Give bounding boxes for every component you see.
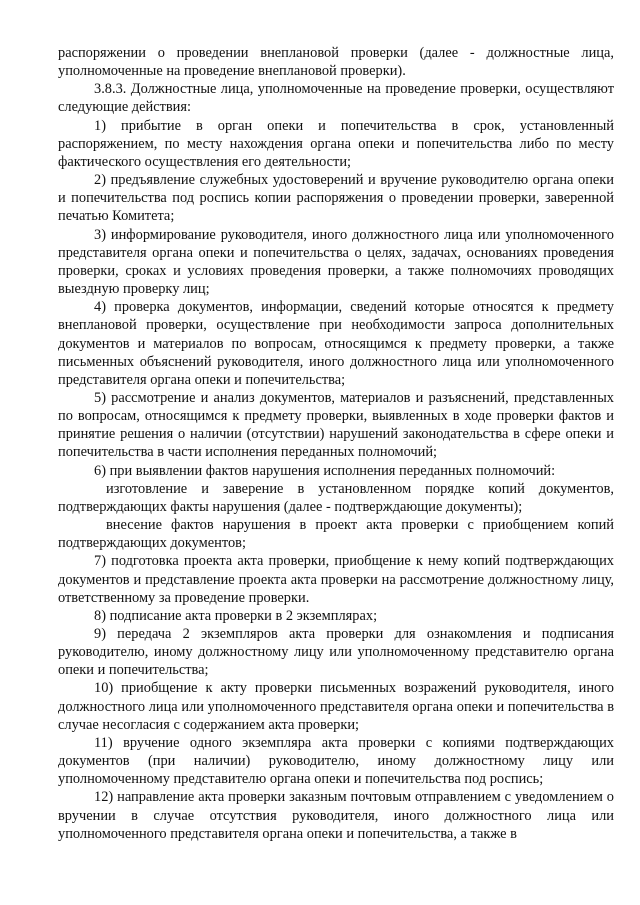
paragraph-item-5: 5) рассмотрение и анализ документов, материалов и разъяснений, представленных по вопросам, относящимся к предмету проверки, выявленных в ходе проверки фактов и принятие решения о наличии (отсутствии) нарушений законодательства в сфере опеки и попечительства в части исполнения переданных полномочий; (58, 389, 614, 461)
paragraph-item-7: 7) подготовка проекта акта проверки, приобщение к нему копий подтверждающих документов и представление проекта акта проверки на рассмотрение должностному лицу, ответственному за проведение проверки. (58, 553, 614, 606)
paragraph-item-12: 12) направление акта проверки заказным почтовым отправлением с уведомлением о вручении в случае отсутствия руководителя, иного должностного лица или уполномоченного представителя органа опеки и попечительства, а также в (58, 789, 614, 842)
document-page (58, 44, 614, 843)
paragraph-item-6-sub-1: изготовление и заверение в установленном порядке копий документов, подтверждающих факты нарушения (далее - подтверждающие документы); (58, 480, 614, 515)
paragraph-item-2: 2) предъявление служебных удостоверений и вручение руководителю органа опеки и попечительства под роспись копии распоряжения о проведении проверки, заверенной печатью Комитета; (58, 172, 614, 225)
paragraph-item-6: 6) при выявлении фактов нарушения исполнения переданных полномочий: (94, 462, 556, 479)
paragraph-item-8: 8) подписание акта проверки в 2 экземплярах; (94, 607, 378, 624)
paragraph-item-3: 3) информирование руководителя, иного должностного лица или уполномоченного представителя органа опеки и попечительства о целях, задачах, основаниях проведения проверки, сроках и условиях проведения проверки, а также полномочиях проводящих выездную проверку лиц; (58, 226, 614, 298)
paragraph-section-3-8-3: 3.8.3. Должностные лица, уполномоченные на проведение проверки, осуществляют следующие действия: (58, 81, 614, 116)
paragraph-item-9: 9) передача 2 экземпляров акта проверки для ознакомления и подписания руководителю, иному должностному лицу или уполномоченному представителю органа опеки и попечительства; (58, 626, 614, 679)
paragraph-continuation: распоряжении о проведении внеплановой проверки (далее - должностные лица, уполномоченные на проведение внеплановой проверки). (58, 45, 614, 80)
paragraph-item-10: 10) приобщение к акту проверки письменных возражений руководителя, иного должностного лица или уполномоченного представителя органа опеки и попечительства в случае несогласия с содержанием акта проверки; (58, 680, 614, 733)
paragraph-item-11: 11) вручение одного экземпляра акта проверки с копиями подтверждающих документов (при наличии) руководителю, иному должностному лицу или уполномоченному представителю органа опеки и попечительства под роспись; (58, 734, 614, 788)
paragraph-item-4: 4) проверка документов, информации, сведений которые относятся к предмету внеплановой проверки, осуществление при необходимости запроса дополнительных документов и материалов по вопросам, относящимся к предмету проверки, а также письменных объяснений руководителя, иного должностного лица или уполномоченного представителя органа опеки и попечительства; (58, 299, 614, 388)
paragraph-item-6-sub-2: внесение фактов нарушения в проект акта проверки с приобщением копий подтверждающих документов; (58, 517, 614, 552)
paragraph-item-1: 1) прибытие в орган опеки и попечительства в срок, установленный распоряжением, по месту нахождения органа опеки и попечительства либо по месту фактического осуществления его деятельности; (58, 117, 614, 170)
